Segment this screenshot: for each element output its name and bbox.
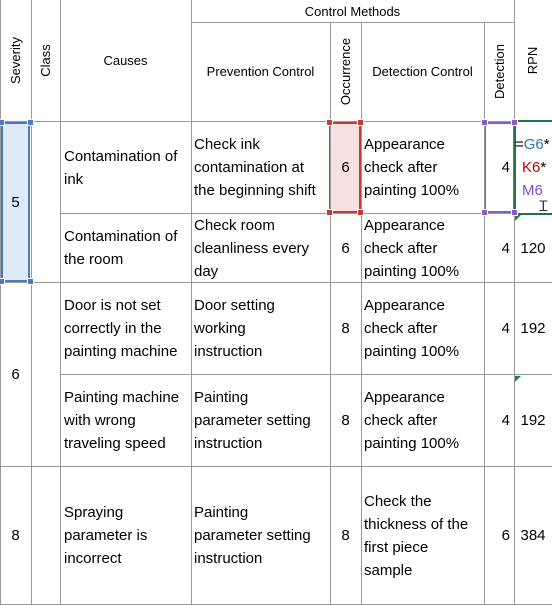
detection-control-cell[interactable]: Check the thickness of the first piece sample [364, 492, 469, 579]
header-detection[interactable] [484, 22, 514, 121]
range-handle[interactable] [0, 278, 5, 285]
rpn-cell[interactable]: 192 [520, 320, 546, 337]
detection-control-cell[interactable]: Appearance check after painting 100% [364, 136, 460, 199]
severity-cell[interactable]: 8 [11, 527, 20, 544]
range-handle[interactable] [357, 119, 364, 126]
header-rpn-label: RPN [525, 46, 541, 75]
occurrence-cell[interactable]: 8 [341, 320, 350, 337]
range-handle[interactable] [326, 119, 333, 126]
header-detection-label: Detection [491, 44, 507, 99]
formula-ref-g6: G6 [523, 136, 544, 153]
detection-cell[interactable]: 4 [501, 320, 510, 337]
occurrence-cell[interactable]: 6 [341, 239, 350, 257]
header-occurrence-label: Occurrence [338, 37, 354, 106]
header-class[interactable] [31, 0, 60, 121]
occurrence-cell[interactable]: 8 [341, 527, 350, 544]
range-handle[interactable] [0, 119, 5, 126]
header-causes[interactable]: Causes [103, 53, 148, 68]
range-handle[interactable] [511, 119, 518, 126]
range-handle[interactable] [357, 209, 364, 216]
detection-cell[interactable]: 4 [501, 412, 510, 429]
range-handle[interactable] [27, 278, 34, 285]
formula-operator: * [540, 159, 547, 176]
cause-cell[interactable]: Spraying parameter is incorrect [64, 504, 148, 567]
occurrence-cell[interactable]: 8 [341, 412, 350, 429]
formula-operator: * [543, 136, 550, 153]
header-severity[interactable] [0, 0, 31, 121]
range-handle[interactable] [511, 209, 518, 216]
range-handle[interactable] [27, 119, 34, 126]
header-rpn[interactable] [514, 0, 552, 121]
detection-control-cell[interactable]: Appearance check after painting 100% [364, 389, 460, 452]
header-occurrence[interactable] [330, 22, 361, 121]
formula-ref-m6: M6 [522, 182, 543, 199]
range-handle[interactable] [481, 209, 488, 216]
header-prevention-control[interactable]: Prevention Control [206, 64, 315, 79]
detection-control-cell[interactable]: Appearance check after painting 100% [364, 297, 460, 360]
detection-cell[interactable]: 4 [501, 159, 510, 176]
formula-ref-k6: K6 [522, 159, 541, 176]
detection-cell[interactable]: 6 [501, 527, 510, 544]
header-class-label: Class [38, 44, 54, 77]
header-severity-label: Severity [8, 37, 23, 84]
prevention-cell[interactable]: Check room cleanliness every day [194, 216, 310, 280]
occurrence-cell[interactable]: 6 [341, 159, 350, 176]
formula-line-2 [522, 156, 546, 179]
rpn-cell[interactable]: 120 [520, 239, 546, 257]
rpn-cell[interactable]: 192 [520, 412, 546, 429]
prevention-cell[interactable]: Painting parameter setting instruction [194, 389, 311, 452]
cause-cell[interactable]: Painting machine with wrong traveling speed [64, 389, 180, 452]
severity-cell[interactable]: 5 [11, 193, 20, 211]
detection-control-cell[interactable]: Appearance check after painting 100% [364, 216, 460, 280]
formula-equals: = [515, 136, 524, 153]
text-cursor-icon: Ꮖ [539, 199, 549, 215]
comment-marker-icon [515, 376, 521, 382]
header-control-methods[interactable]: Control Methods [304, 3, 401, 19]
rpn-cell[interactable]: 384 [520, 527, 546, 544]
prevention-cell[interactable]: Door setting working instruction [194, 297, 275, 360]
severity-cell[interactable]: 6 [11, 366, 20, 383]
header-detection-control[interactable]: Detection Control [372, 64, 473, 79]
prevention-cell[interactable]: Painting parameter setting instruction [194, 504, 311, 567]
prevention-cell[interactable]: Check ink contamination at the beginning shift [194, 136, 316, 199]
detection-cell[interactable]: 4 [501, 239, 510, 257]
cause-cell[interactable]: Door is not set correctly in the painting machine [64, 297, 178, 360]
range-handle[interactable] [481, 119, 488, 126]
cause-cell[interactable]: Contamination of ink [64, 147, 178, 188]
range-handle[interactable] [326, 209, 333, 216]
formula-line-1 [515, 133, 550, 156]
cause-cell[interactable]: Contamination of the room [64, 228, 178, 268]
